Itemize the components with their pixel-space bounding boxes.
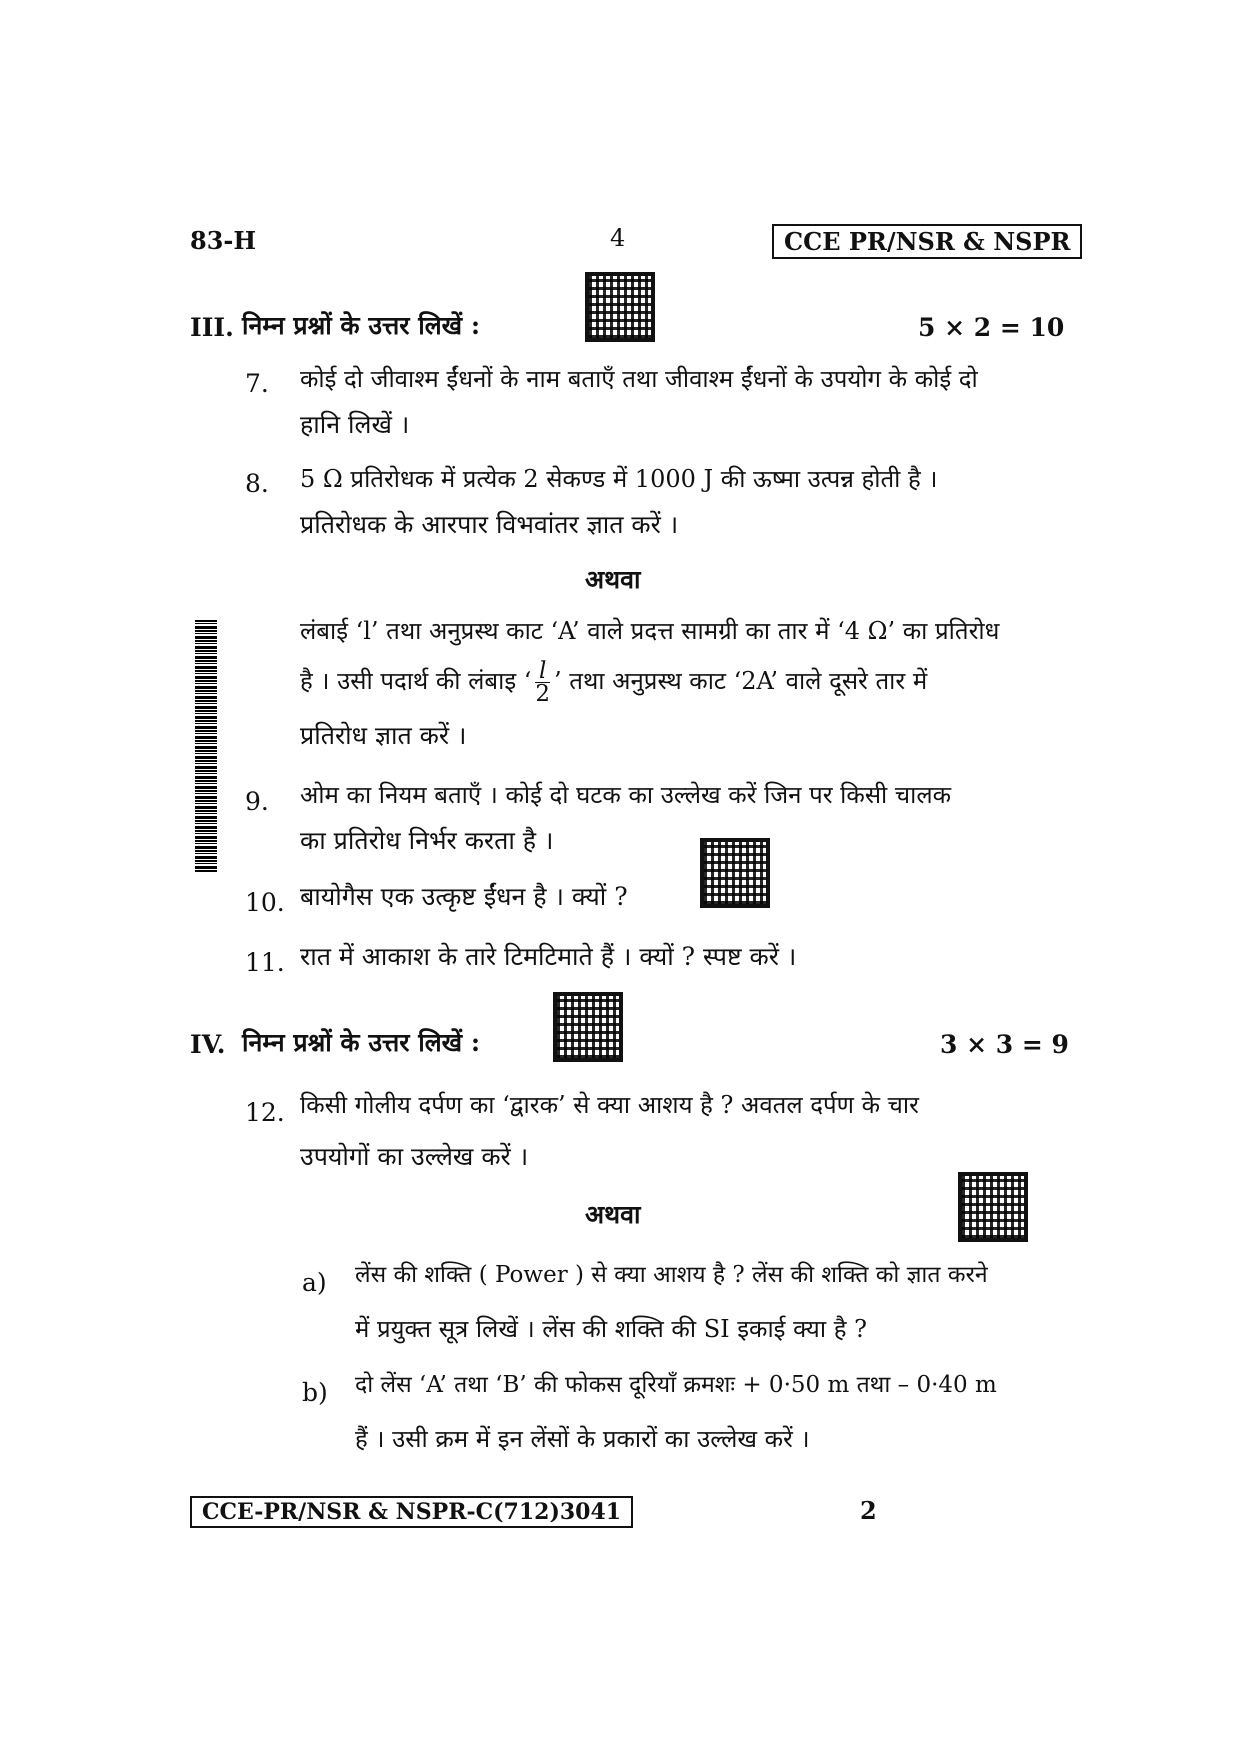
question-8-alternative	[300, 608, 1045, 759]
qr-code-icon	[585, 272, 655, 342]
question-number: 7.	[245, 369, 269, 398]
section-title: निम्न प्रश्नों के उत्तर लिखें :	[242, 1028, 481, 1057]
or-separator: अथवा	[585, 565, 641, 594]
fraction	[535, 660, 550, 705]
fraction-numerator: l	[535, 660, 550, 683]
section-title: निम्न प्रश्नों के उत्तर लिखें :	[242, 311, 481, 340]
question-11: रात में आकाश के तारे टिमटिमाते हैं । क्यों ? स्पष्ट करें ।	[300, 942, 797, 971]
question-line: लेंस की शक्ति ( Power ) से क्या आशय है ? लेंस की शक्ति को ज्ञात करने	[355, 1262, 988, 1288]
question-number: 8.	[245, 469, 269, 498]
section-marks: 5 × 2 = 10	[918, 313, 1065, 342]
question-number: 12.	[245, 1098, 285, 1127]
question-number: 11.	[245, 948, 285, 977]
question-text: ’ तथा अनुप्रस्थ काट ‘2A’ वाले दूसरे तार में	[554, 667, 928, 695]
page-number-top: 4	[610, 224, 626, 252]
question-line: दो लेंस ‘A’ तथा ‘B’ की फोकस दूरियाँ क्रमशः + 0·50 m तथा – 0·40 m	[355, 1372, 997, 1398]
section-number: III.	[190, 313, 234, 342]
footer-exam-code: CCE-PR/NSR & NSPR-C(712)3041	[190, 1496, 633, 1528]
question-9	[300, 772, 1045, 864]
question-line	[300, 658, 1045, 705]
question-12a	[355, 1252, 1045, 1352]
question-8	[300, 456, 1045, 548]
paper-code: 83-H	[190, 226, 257, 255]
question-line: किसी गोलीय दर्पण का ‘द्वारक’ से क्या आशय है ? अवतल दर्पण के चार	[300, 1091, 919, 1119]
question-12b	[355, 1362, 1045, 1462]
barcode-icon	[195, 620, 217, 872]
question-text: है । उसी पदार्थ की लंबाइ ‘	[300, 667, 532, 695]
page-number-bottom: 2	[860, 1496, 877, 1525]
question-line: प्रतिरोध ज्ञात करें ।	[300, 721, 467, 750]
qr-code-icon	[553, 992, 623, 1062]
question-line: उपयोगों का उल्लेख करें ।	[300, 1142, 529, 1171]
sub-question-label: b)	[302, 1378, 328, 1407]
question-line: लंबाई ‘l’ तथा अनुप्रस्थ काट ‘A’ वाले प्रदत्त सामग्री का तार में ‘4 Ω’ का प्रतिरोध	[300, 617, 1000, 645]
question-line: का प्रतिरोध निर्भर करता है ।	[300, 826, 554, 855]
question-line: ओम का नियम बताएँ । कोई दो घटक का उल्लेख करें जिन पर किसी चालक	[300, 781, 952, 809]
question-line: में प्रयुक्त सूत्र लिखें । लेंस की शक्ति की SI इकाई क्या है ?	[355, 1315, 867, 1343]
exam-code-box: CCE PR/NSR & NSPR	[772, 224, 1082, 259]
question-number: 10.	[245, 888, 285, 917]
question-line: 5 Ω प्रतिरोधक में प्रत्येक 2 सेकण्ड में 1000 J की ऊष्मा उत्पन्न होती है ।	[300, 465, 938, 493]
question-12	[300, 1082, 1045, 1180]
question-7	[300, 356, 1045, 448]
question-line: कोई दो जीवाश्म ईंधनों के नाम बताएँ तथा जीवाश्म ईंधनों के उपयोग के कोई दो	[300, 365, 978, 393]
question-line: प्रतिरोधक के आरपार विभवांतर ज्ञात करें ।	[300, 510, 679, 539]
section-marks: 3 × 3 = 9	[940, 1030, 1069, 1059]
fraction-denominator: 2	[535, 681, 551, 707]
section-number: IV.	[190, 1030, 226, 1059]
sub-question-label: a)	[302, 1268, 327, 1297]
question-number: 9.	[245, 787, 269, 816]
question-line: हानि लिखें ।	[300, 410, 410, 439]
question-line: हैं । उसी क्रम में इन लेंसों के प्रकारों का उल्लेख करें ।	[355, 1425, 810, 1453]
or-separator: अथवा	[585, 1200, 641, 1229]
question-10: बायोगैस एक उत्कृष्ट ईंधन है । क्यों ?	[300, 882, 628, 911]
qr-code-icon	[958, 1172, 1028, 1242]
